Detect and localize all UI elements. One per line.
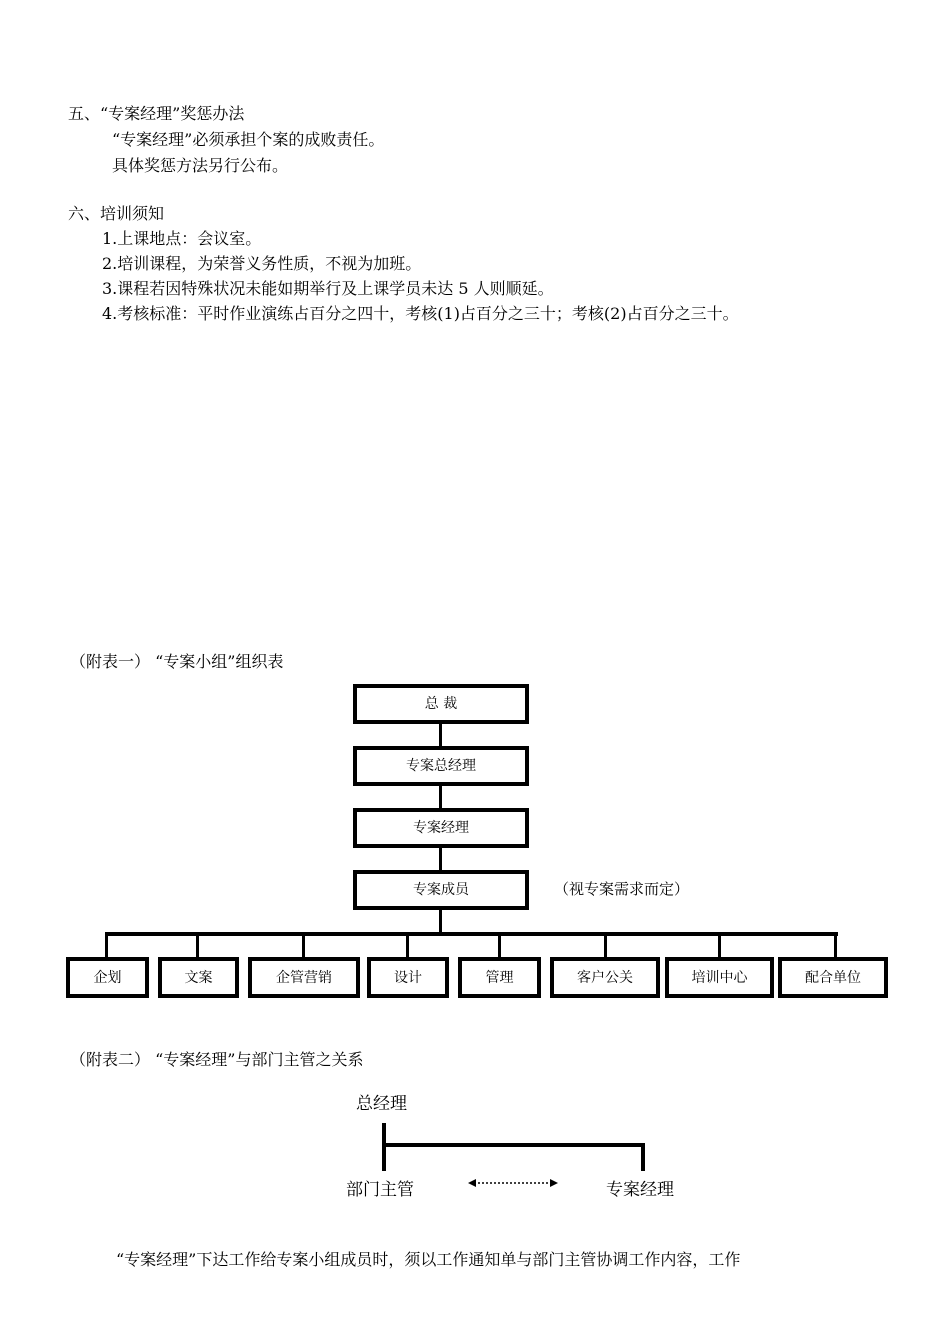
members-note: （视专案需求而定） <box>554 880 690 898</box>
general-manager-label: 总经理 <box>356 1094 407 1114</box>
connector-line <box>406 932 409 957</box>
section5-line-2: 具体奖惩方法另行公布。 <box>112 156 289 175</box>
connector-line <box>718 932 721 957</box>
member-box-support-unit: 配合单位 <box>778 957 888 998</box>
connector-line <box>196 932 199 957</box>
section6-item-3: 3.课程若因特殊状况未能如期举行及上课学员未达 5 人则顺延。 <box>102 279 554 298</box>
double-arrow-icon <box>468 1176 558 1190</box>
section6-item-2: 2.培训课程，为荣誉义务性质，不视为加班。 <box>102 254 422 273</box>
section6-item-1: 1.上课地点：会议室。 <box>102 229 262 248</box>
org-box-president: 总 裁 <box>353 684 529 724</box>
org-box-project-manager: 专案经理 <box>353 808 529 848</box>
member-box-management: 管理 <box>458 957 541 998</box>
section6-heading: 六、培训须知 <box>68 204 165 223</box>
connector-line <box>498 932 501 957</box>
member-box-design: 设计 <box>367 957 449 998</box>
appendix2-title: （附表二） “专案经理”与部门主管之关系 <box>70 1050 364 1069</box>
connector-line <box>834 932 837 957</box>
connector-line <box>105 932 108 957</box>
connector-line <box>382 1123 386 1171</box>
connector-line <box>302 932 305 957</box>
connector-line <box>382 1143 645 1147</box>
closing-paragraph: “专案经理”下达工作给专案小组成员时，须以工作通知单与部门主管协调工作内容，工作 <box>116 1250 741 1269</box>
connector-line <box>604 932 607 957</box>
member-box-client-pr: 客户公关 <box>550 957 660 998</box>
connector-line <box>439 910 442 934</box>
member-box-planning: 企划 <box>66 957 149 998</box>
appendix1-title: （附表一） “专案小组”组织表 <box>70 652 284 671</box>
member-box-training-center: 培训中心 <box>665 957 774 998</box>
org-box-project-gm: 专案总经理 <box>353 746 529 786</box>
project-manager-label: 专案经理 <box>606 1180 674 1200</box>
department-head-label: 部门主管 <box>346 1180 414 1200</box>
section6-item-4: 4.考核标准：平时作业演练占百分之四十，考核(1)占百分之三十；考核(2)占百分之三十。 <box>102 304 739 323</box>
member-box-copywriting: 文案 <box>158 957 239 998</box>
org-box-project-members: 专案成员 <box>353 870 529 910</box>
connector-line <box>641 1143 645 1171</box>
section5-heading: 五、“专案经理”奖惩办法 <box>68 104 245 123</box>
member-box-marketing: 企管营销 <box>248 957 360 998</box>
member-bus-line <box>105 932 838 936</box>
connector-line <box>439 724 442 746</box>
connector-line <box>439 786 442 808</box>
connector-line <box>439 848 442 870</box>
section5-line-1: “专案经理”必须承担个案的成败责任。 <box>112 130 385 149</box>
